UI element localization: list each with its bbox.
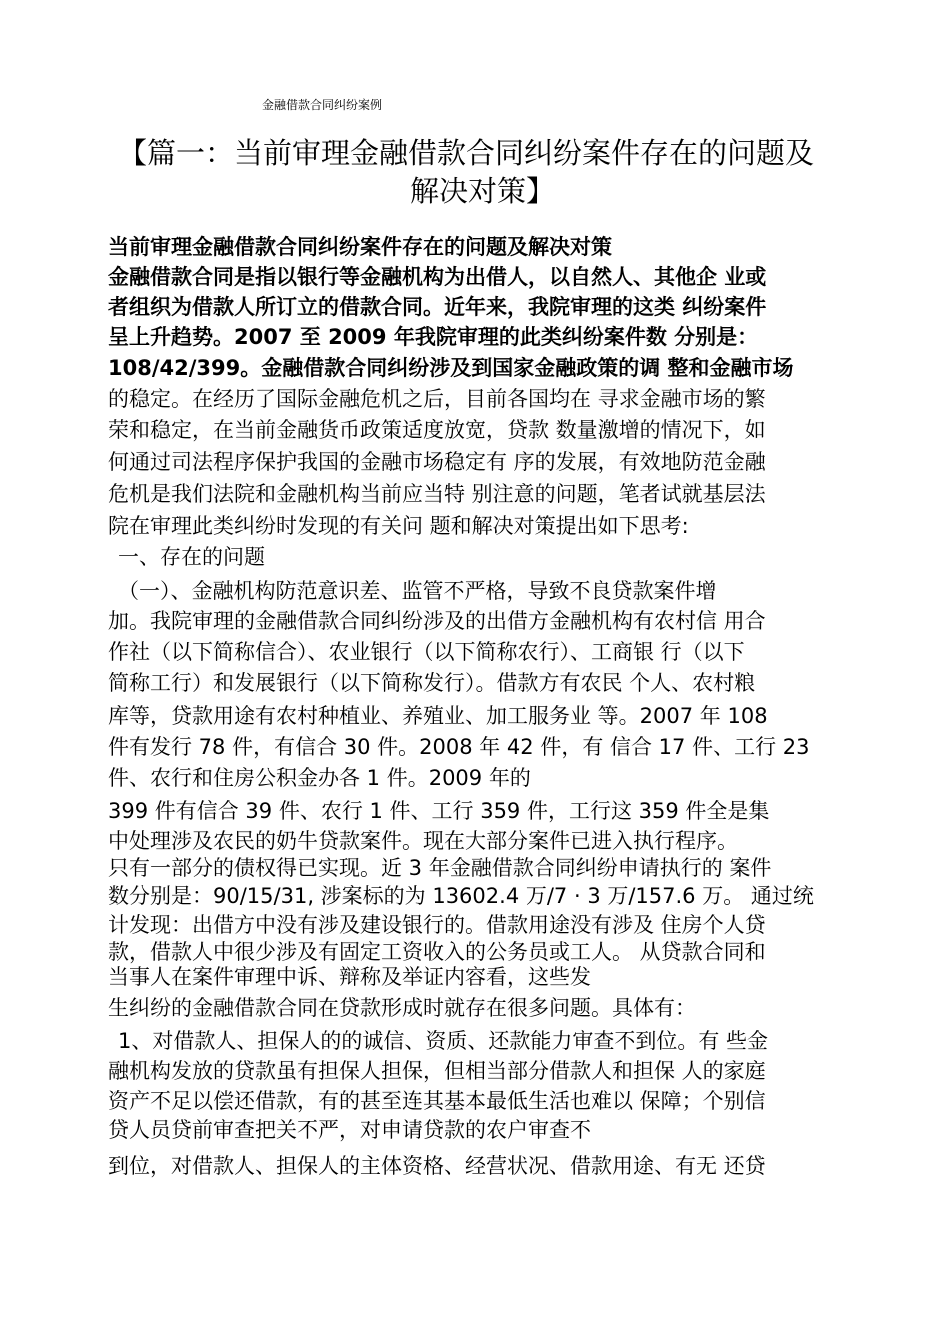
text-line: （一）、金融机构防范意识差、监管不严格，导致不良贷款案件增 (118, 579, 717, 603)
page-header: 金融借款合同纠纷案例 (262, 98, 383, 112)
title-line-1: 【篇一：当前审理金融借款合同纠纷案件存在的问题及 (118, 136, 815, 170)
section-heading: 一、存在的问题 (118, 545, 265, 569)
text-line: 件、农行和住房公积金办各 1 件。2009 年的 (108, 766, 531, 790)
text-line: 中处理涉及农民的奶牛贷款案件。现在大部分案件已进入执行程序。 (108, 829, 738, 853)
text-line: 当前审理金融借款合同纠纷案件存在的问题及解决对策 (108, 235, 612, 259)
text-line: 资产不足以偿还借款，有的甚至连其基本最低生活也难以 保障；个别信 (108, 1089, 766, 1113)
text-line: 到位，对借款人、担保人的主体资格、经营状况、借款用途、有无 还贷 (108, 1154, 766, 1178)
text-line: 简称工行）和发展银行（以下简称发行）。借款方有农民 个人、农村粮 (108, 671, 756, 695)
text-line: 融机构发放的贷款虽有担保人担保，但相当部分借款人和担保 人的家庭 (108, 1059, 766, 1083)
text-line: 呈上升趋势。2007 至 2009 年我院审理的此类纠纷案件数 分别是： (108, 325, 759, 349)
title-line-2: 解决对策】 (410, 174, 556, 208)
text-line: 399 件有信合 39 件、农行 1 件、工行 359 件，工行这 359 件全是集 (108, 799, 770, 823)
text-line: 当事人在案件审理中诉、辩称及举证内容看，这些发 (108, 965, 591, 989)
text-line: 库等，贷款用途有农村种植业、养殖业、加工服务业 等。2007 年 108 (108, 704, 768, 728)
text-line: 院在审理此类纠纷时发现的有关问 题和解决对策提出如下思考: (108, 514, 689, 538)
text-line: 计发现：出借方中没有涉及建设银行的。借款用途没有涉及 住房个人贷 (108, 913, 766, 937)
text-line: 危机是我们法院和金融机构当前应当特 别注意的问题，笔者试就基层法 (108, 482, 766, 506)
text-line: 数分别是：90/15/31, 涉案标的为 13602.4 万/7 · 3 万/157.6 万。 通过统 (108, 884, 814, 908)
text-line: 贷人员贷前审查把关不严，对申请贷款的农户审查不 (108, 1118, 591, 1142)
text-line: 件有发行 78 件，有信合 30 件。2008 年 42 件，有 信合 17 件、工行 23 (108, 735, 810, 759)
text-line: 何通过司法程序保护我国的金融市场稳定有 序的发展，有效地防范金融 (108, 450, 766, 474)
text-line: 荣和稳定，在当前金融货币政策适度放宽，贷款 数量激增的情况下，如 (108, 418, 766, 442)
text-line: 只有一部分的债权得已实现。近 3 年金融借款合同纠纷申请执行的 案件 (108, 856, 772, 880)
text-line: 1、对借款人、担保人的的诚信、资质、还款能力审查不到位。有 些金 (118, 1029, 769, 1053)
text-line: 金融借款合同是指以银行等金融机构为出借人，以自然人、其他企 业或 (108, 265, 767, 289)
text-line: 生纠纷的金融借款合同在贷款形成时就存在很多问题。具体有： (108, 996, 696, 1020)
text-line: 108/42/399。金融借款合同纠纷涉及到国家金融政策的调 整和金融市场 (108, 356, 794, 380)
text-line: 作社（以下简称信合）、农业银行（以下简称农行）、工商银 行（以下 (108, 640, 745, 664)
text-line: 款，借款人中很少涉及有固定工资收入的公务员或工人。 从贷款合同和 (108, 940, 766, 964)
text-line: 加。我院审理的金融借款合同纠纷涉及的出借方金融机构有农村信 用合 (108, 609, 766, 633)
text-line: 者组织为借款人所订立的借款合同。近年来，我院审理的这类 纠纷案件 (108, 295, 767, 319)
text-line: 的稳定。在经历了国际金融危机之后，目前各国均在 寻求金融市场的繁 (108, 387, 766, 411)
